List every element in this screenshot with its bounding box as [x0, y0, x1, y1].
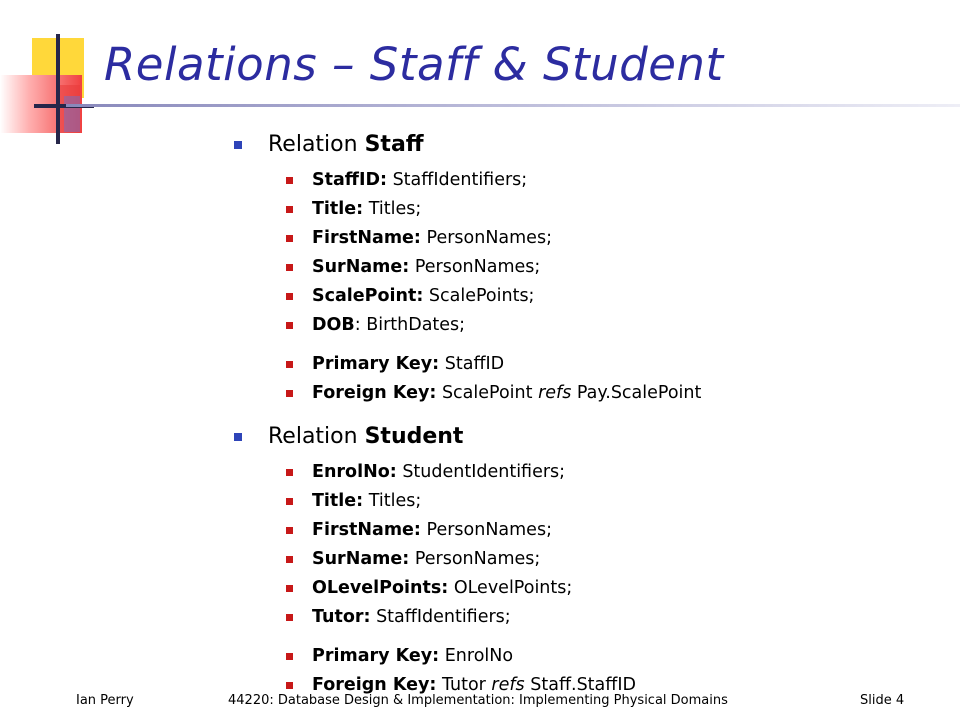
slide-content — [232, 130, 932, 700]
attribute-name: OLevelPoints: — [312, 578, 449, 598]
page-title: Relations – Staff & Student — [104, 38, 724, 91]
attribute-item — [286, 253, 932, 282]
attribute-domain: PersonNames; — [426, 228, 552, 248]
student-key-list — [286, 642, 932, 700]
attribute-item — [286, 311, 932, 340]
primary-key-value: StaffID — [444, 354, 505, 374]
primary-key-label: Primary Key: — [312, 354, 440, 374]
foreign-key-target: Pay.ScalePoint — [576, 383, 702, 403]
attribute-item — [286, 282, 932, 311]
attribute-item — [286, 458, 932, 487]
attribute-item — [286, 545, 932, 574]
footer-author: Ian Perry — [76, 693, 134, 708]
foreign-key-item — [286, 379, 932, 408]
attribute-item — [286, 603, 932, 632]
attribute-name: Title: — [312, 491, 364, 511]
primary-key-label: Primary Key: — [312, 646, 440, 666]
attribute-item — [286, 487, 932, 516]
attribute-domain: ScalePoints; — [428, 286, 535, 306]
attribute-domain: StaffIdentifiers; — [376, 607, 511, 627]
attribute-domain: StaffIdentifiers; — [392, 170, 528, 190]
corner-decoration-vertical-line — [56, 34, 60, 144]
attribute-item — [286, 166, 932, 195]
attribute-name: SurName: — [312, 257, 410, 277]
attribute-domain: Titles; — [368, 491, 422, 511]
attribute-name: DOB — [312, 315, 355, 335]
title-underline — [66, 104, 960, 107]
student-attribute-list — [286, 458, 932, 632]
footer-slide-number: Slide 4 — [860, 693, 905, 708]
attribute-item — [286, 516, 932, 545]
primary-key-item — [286, 350, 932, 379]
attribute-name: FirstName: — [312, 228, 421, 248]
attribute-name: Title: — [312, 199, 364, 219]
attribute-name: SurName: — [312, 549, 410, 569]
foreign-key-refs: refs — [538, 383, 572, 403]
attribute-domain: PersonNames; — [414, 257, 541, 277]
relation-keyword: Relation — [268, 132, 358, 157]
relation-name: Staff — [364, 132, 424, 157]
attribute-name: EnrolNo: — [312, 462, 397, 482]
attribute-domain: StudentIdentifiers; — [402, 462, 566, 482]
foreign-key-label: Foreign Key: — [312, 383, 437, 403]
attribute-item — [286, 224, 932, 253]
relation-staff-heading — [232, 130, 932, 160]
foreign-key-attribute: ScalePoint — [441, 383, 533, 403]
corner-decoration-blue — [64, 96, 80, 132]
attribute-name: StaffID: — [312, 170, 387, 190]
attribute-domain: OLevelPoints; — [453, 578, 573, 598]
attribute-item — [286, 574, 932, 603]
relation-name: Student — [364, 424, 464, 449]
spacer — [232, 408, 932, 422]
relation-keyword: Relation — [268, 424, 358, 449]
attribute-name: FirstName: — [312, 520, 421, 540]
foreign-key-target: Staff.StaffID — [530, 675, 636, 695]
attribute-domain: PersonNames; — [426, 520, 552, 540]
staff-key-list — [286, 350, 932, 408]
attribute-domain: : BirthDates; — [354, 315, 466, 335]
attribute-name: Tutor: — [312, 607, 371, 627]
foreign-key-label: Foreign Key: — [312, 675, 437, 695]
staff-attribute-list — [286, 166, 932, 340]
footer-course: 44220: Database Design & Implementation: Implementing Physical Domains — [228, 693, 728, 708]
attribute-domain: PersonNames; — [414, 549, 541, 569]
relation-student-heading — [232, 422, 932, 452]
attribute-domain: Titles; — [368, 199, 422, 219]
primary-key-value: EnrolNo — [444, 646, 514, 666]
foreign-key-attribute: Tutor — [441, 675, 486, 695]
foreign-key-refs: refs — [491, 675, 525, 695]
attribute-item — [286, 195, 932, 224]
attribute-name: ScalePoint: — [312, 286, 424, 306]
primary-key-item — [286, 642, 932, 671]
